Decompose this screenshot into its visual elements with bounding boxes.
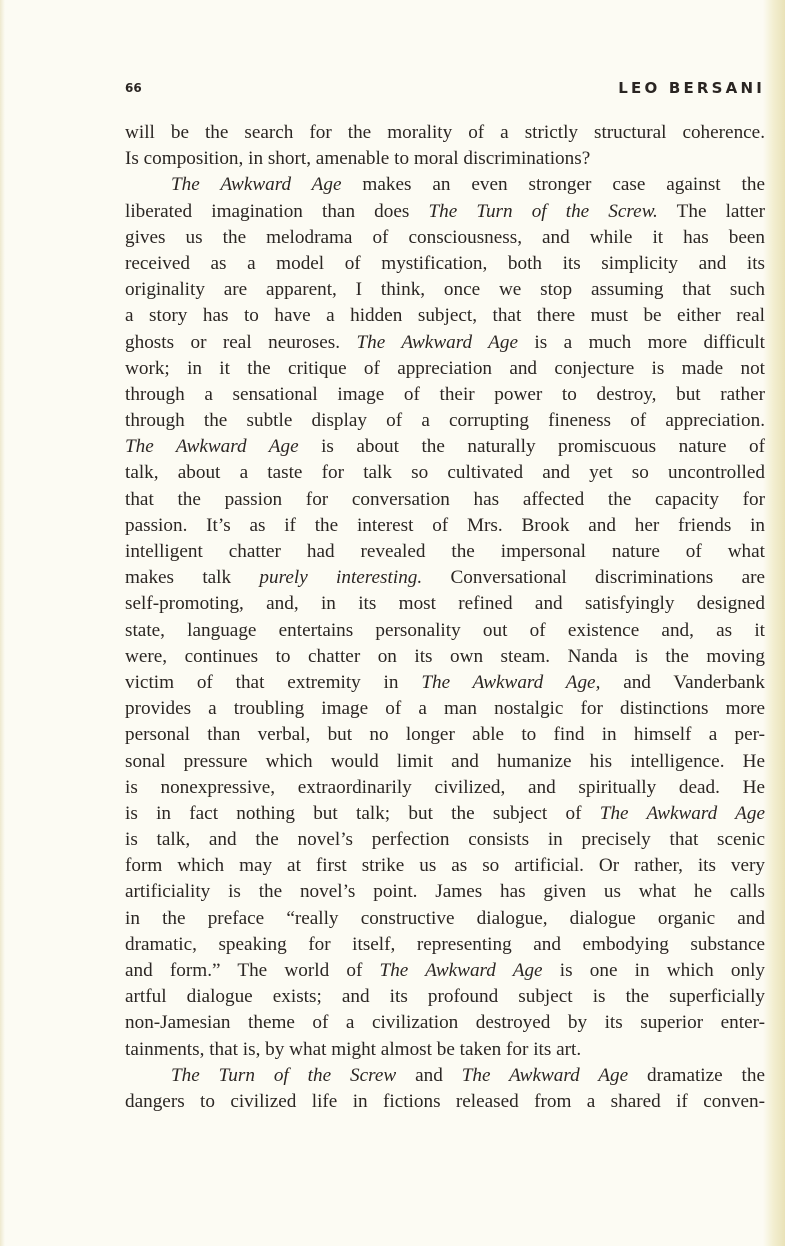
text-segment: intelligent chatter had revealed the impersonal nature of what: [125, 541, 765, 562]
text-segment: Conversational discriminations are: [422, 567, 765, 589]
text-line: [125, 984, 765, 1010]
text-line: [125, 382, 765, 408]
text-segment: provides a troubling image of a man nostalgic for distinctions more: [125, 698, 765, 720]
running-head-author: LEO BERSANI: [618, 79, 765, 97]
text-line: [125, 565, 765, 591]
text-line: [125, 775, 765, 801]
text-line: [125, 696, 765, 722]
text-segment: dramatize the: [628, 1064, 765, 1086]
text-line: [125, 434, 765, 460]
text-line: [125, 932, 765, 958]
text-line: [125, 146, 765, 172]
page-edge-left: [0, 0, 5, 1246]
text-segment: is a much more difficult: [517, 331, 765, 353]
italic-title: The Awkward Age,: [421, 671, 601, 693]
text-segment: and: [396, 1064, 462, 1086]
text-segment: that the passion for conversation has affected the capacity for: [125, 488, 765, 510]
text-line: [125, 460, 765, 486]
text-line: [125, 749, 765, 775]
text-line: [125, 487, 765, 513]
text-segment: personal than verbal, but no longer able to find in himself a per-: [125, 724, 765, 746]
text-segment: makes talk: [125, 567, 260, 589]
text-segment: were, continues to chatter on its own steam. Nanda is the moving: [125, 645, 765, 667]
text-segment: originality are apparent, I think, once we stop assuming that such: [125, 279, 765, 301]
text-line: [125, 303, 765, 329]
text-segment: and Vanderbank: [600, 671, 765, 693]
text-segment: talk, about a taste for talk so cultivated and yet so uncontrolled: [125, 462, 765, 484]
text-segment: will be the search for the morality of a strictly structural coherence.: [125, 122, 765, 143]
text-segment: liberated imagination than does: [125, 200, 429, 222]
text-segment: form which may at first strike us as so artificial. Or rather, its very: [125, 855, 765, 877]
text-segment: received as a model of mystification, both its simplicity and its: [125, 252, 765, 274]
text-segment: in the preface “really constructive dialogue, dialogue organic and: [125, 907, 765, 929]
text-line: [125, 1010, 765, 1036]
text-line: [125, 618, 765, 644]
text-line: [125, 722, 765, 748]
text-line: [125, 277, 765, 303]
text-segment: a story has to have a hidden subject, that there must be either real: [125, 305, 765, 327]
text-segment: and form.” The world of: [125, 960, 380, 981]
text-line: [125, 1063, 765, 1089]
text-segment: passion. It’s as if the interest of Mrs. Brook and her friends in: [125, 514, 765, 536]
text-line: [125, 172, 765, 198]
text-line: [125, 879, 765, 905]
italic-title: purely interesting.: [259, 567, 423, 589]
text-line: [125, 853, 765, 879]
text-line: [125, 801, 765, 827]
text-segment: is nonexpressive, extraordinarily civilized, and spiritually dead. He: [125, 776, 765, 798]
italic-title: The Awkward Age: [356, 331, 518, 353]
body-text: [125, 120, 765, 1115]
text-segment: is in fact nothing but talk; but the subject of: [125, 802, 600, 824]
italic-title: The Turn of the Screw: [171, 1064, 397, 1086]
text-line: [125, 120, 765, 146]
text-segment: artificiality is the novel’s point. James has given us what he calls: [125, 881, 765, 903]
text-line: [125, 1089, 765, 1115]
text-segment: Is composition, in short, amenable to moral discriminations?: [125, 148, 591, 170]
text-segment: work; in it the critique of appreciation and conjecture is made not: [125, 357, 765, 379]
text-line: [125, 251, 765, 277]
text-segment: through the subtle display of a corrupting fineness of appreciation.: [125, 410, 765, 432]
italic-title: The Awkward Age: [461, 1064, 629, 1086]
italic-title: The Awkward Age: [171, 174, 342, 196]
text-line: [125, 670, 765, 696]
page-number: 66: [125, 81, 142, 95]
text-segment: is talk, and the novel’s perfection consists in precisely that scenic: [125, 829, 765, 851]
text-line: [125, 591, 765, 617]
text-segment: dramatic, speaking for itself, representing and embodying substance: [125, 933, 765, 955]
italic-title: The Turn of the Screw.: [428, 200, 658, 222]
text-line: [125, 644, 765, 670]
text-segment: ghosts or real neuroses.: [125, 331, 357, 353]
text-line: [125, 356, 765, 382]
text-segment: makes an even stronger case against the: [341, 174, 765, 196]
text-segment: non-Jamesian theme of a civilization destroyed by its superior enter-: [125, 1012, 765, 1034]
text-segment: self-promoting, and, in its most refined and satisfyingly designed: [125, 593, 765, 615]
text-line: [125, 199, 765, 225]
text-segment: through a sensational image of their power to destroy, but rather: [125, 383, 765, 405]
text-segment: dangers to civilized life in fictions released from a shared if conven-: [125, 1090, 765, 1112]
text-segment: The latter: [657, 200, 765, 222]
text-line: [125, 958, 765, 984]
page-edge-right-shadow: [763, 0, 785, 1246]
text-segment: is about the naturally promiscuous nature of: [298, 436, 765, 458]
text-segment: victim of that extremity in: [125, 671, 422, 693]
running-head: [125, 81, 765, 101]
text-segment: is one in which only: [542, 960, 765, 981]
text-segment: sonal pressure which would limit and humanize his intelligence. He: [125, 750, 765, 772]
text-line: [125, 1037, 765, 1063]
text-line: [125, 513, 765, 539]
text-line: [125, 408, 765, 434]
text-segment: tainments, that is, by what might almost be taken for its art.: [125, 1038, 582, 1060]
text-line: [125, 539, 765, 565]
italic-title: The Awkward Age: [125, 436, 299, 458]
text-segment: gives us the melodrama of consciousness, and while it has been: [125, 226, 765, 248]
text-line: [125, 827, 765, 853]
text-line: [125, 906, 765, 932]
text-line: [125, 225, 765, 251]
text-segment: state, language entertains personality out of existence and, as it: [125, 619, 765, 641]
italic-title: The Awkward Age: [599, 802, 765, 824]
text-line: [125, 330, 765, 356]
text-segment: artful dialogue exists; and its profound subject is the superficially: [125, 986, 765, 1008]
italic-title: The Awkward Age: [379, 960, 543, 981]
